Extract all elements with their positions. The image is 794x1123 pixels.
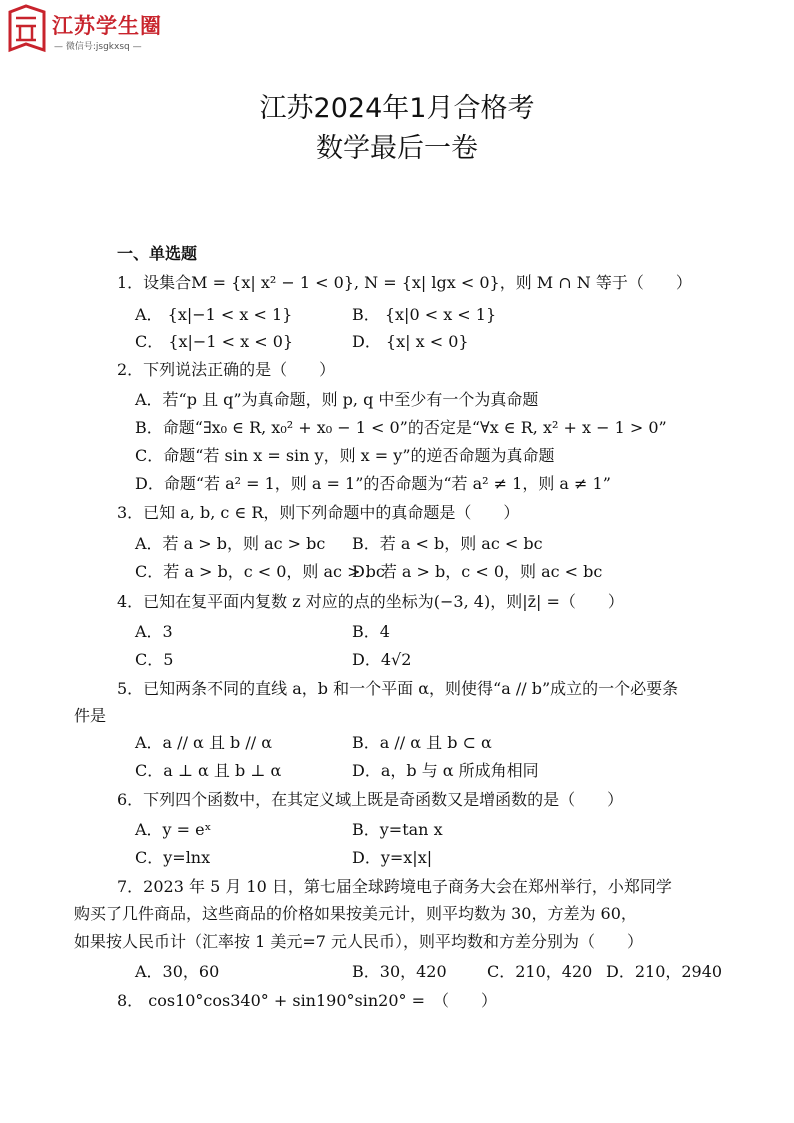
- q4-option-a: A．3: [135, 622, 173, 641]
- question-4-stem: 4．已知在复平面内复数 z 对应的点的坐标为(−3, 4)，则|z̄| =（ ）: [117, 592, 624, 611]
- page-subtitle: 数学最后一卷: [316, 133, 478, 164]
- q5-option-b: B．a // α 且 b ⊂ α: [352, 733, 492, 752]
- question-5-stem-cont: 件是: [74, 706, 107, 725]
- question-1-stem: 1．设集合M = {x| x² − 1 < 0}, N = {x| lgx < 0}，则 M ∩ N 等于（ ）: [117, 273, 692, 292]
- q4-option-d: D．4√2: [352, 650, 412, 669]
- question-8-stem: 8． cos10°cos340° + sin190°sin20° = （ ）: [117, 991, 498, 1010]
- q1-option-c: C． {x|−1 < x < 0}: [135, 332, 294, 351]
- q2-option-b: B．命题“∃x₀ ∈ R, x₀² + x₀ − 1 < 0”的否定是“∀x ∈ R, x² + x − 1 > 0”: [135, 418, 667, 437]
- book-logo-icon: [6, 4, 48, 54]
- q5-option-d: D．a，b 与 α 所成角相同: [352, 761, 539, 780]
- q7-option-a: A．30，60: [135, 962, 220, 981]
- q7-option-b: B．30，420: [352, 962, 447, 981]
- q1-option-b: B． {x|0 < x < 1}: [352, 305, 497, 324]
- q3-option-a: A．若 a > b，则 ac > bc: [135, 534, 326, 553]
- logo-subtitle: — 微信号:jsgkxsq —: [54, 42, 142, 52]
- q6-option-b: B．y=tan x: [352, 820, 443, 839]
- q4-option-b: B．4: [352, 622, 390, 641]
- q1-option-d: D． {x| x < 0}: [352, 332, 469, 351]
- logo-name: 江苏学生圈: [52, 14, 162, 38]
- question-2-stem: 2．下列说法正确的是（ ）: [117, 360, 336, 379]
- q2-option-a: A．若“p 且 q”为真命题，则 p, q 中至少有一个为真命题: [135, 390, 539, 409]
- q3-option-c: C．若 a > b，c < 0，则 ac > bc: [135, 562, 385, 581]
- question-6-stem: 6．下列四个函数中，在其定义域上既是奇函数又是增函数的是（ ）: [117, 790, 624, 809]
- question-7-stem-cont: 购买了几件商品，这些商品的价格如果按美元计，则平均数为 30，方差为 60，: [74, 904, 637, 923]
- question-3-stem: 3．已知 a, b, c ∈ R，则下列命题中的真命题是（ ）: [117, 503, 520, 522]
- q7-option-d: D．210，2940: [606, 962, 723, 981]
- q6-option-d: D．y=x|x|: [352, 848, 433, 867]
- q5-option-a: A．a // α 且 b // α: [135, 733, 273, 752]
- question-7-stem-cont2: 如果按人民币计（汇率按 1 美元=7 元人民币），则平均数和方差分别为（ ）: [74, 932, 644, 951]
- question-7-stem: 7．2023 年 5 月 10 日，第七届全球跨境电子商务大会在郑州举行，小郑同学: [117, 877, 672, 896]
- q1-option-a: A． {x|−1 < x < 1}: [135, 305, 293, 324]
- question-5-stem: 5．已知两条不同的直线 a，b 和一个平面 α，则使得“a // b”成立的一个必要条: [117, 679, 679, 698]
- site-logo: [6, 4, 166, 54]
- q7-option-c: C．210，420: [487, 962, 593, 981]
- section-heading: 一、单选题: [117, 244, 198, 263]
- q6-option-a: A．y = eˣ: [135, 820, 212, 839]
- q2-option-c: C．命题“若 sin x = sin y，则 x = y”的逆否命题为真命题: [135, 446, 555, 465]
- page-title: 江苏2024年1月合格考: [259, 93, 535, 124]
- q5-option-c: C．a ⊥ α 且 b ⊥ α: [135, 761, 282, 780]
- q3-option-b: B．若 a < b，则 ac < bc: [352, 534, 543, 553]
- q4-option-c: C．5: [135, 650, 174, 669]
- q3-option-d: D．若 a > b，c < 0，则 ac < bc: [352, 562, 603, 581]
- q6-option-c: C．y=lnx: [135, 848, 211, 867]
- q2-option-d: D．命题“若 a² = 1，则 a = 1”的否命题为“若 a² ≠ 1，则 a ≠ 1”: [135, 474, 611, 493]
